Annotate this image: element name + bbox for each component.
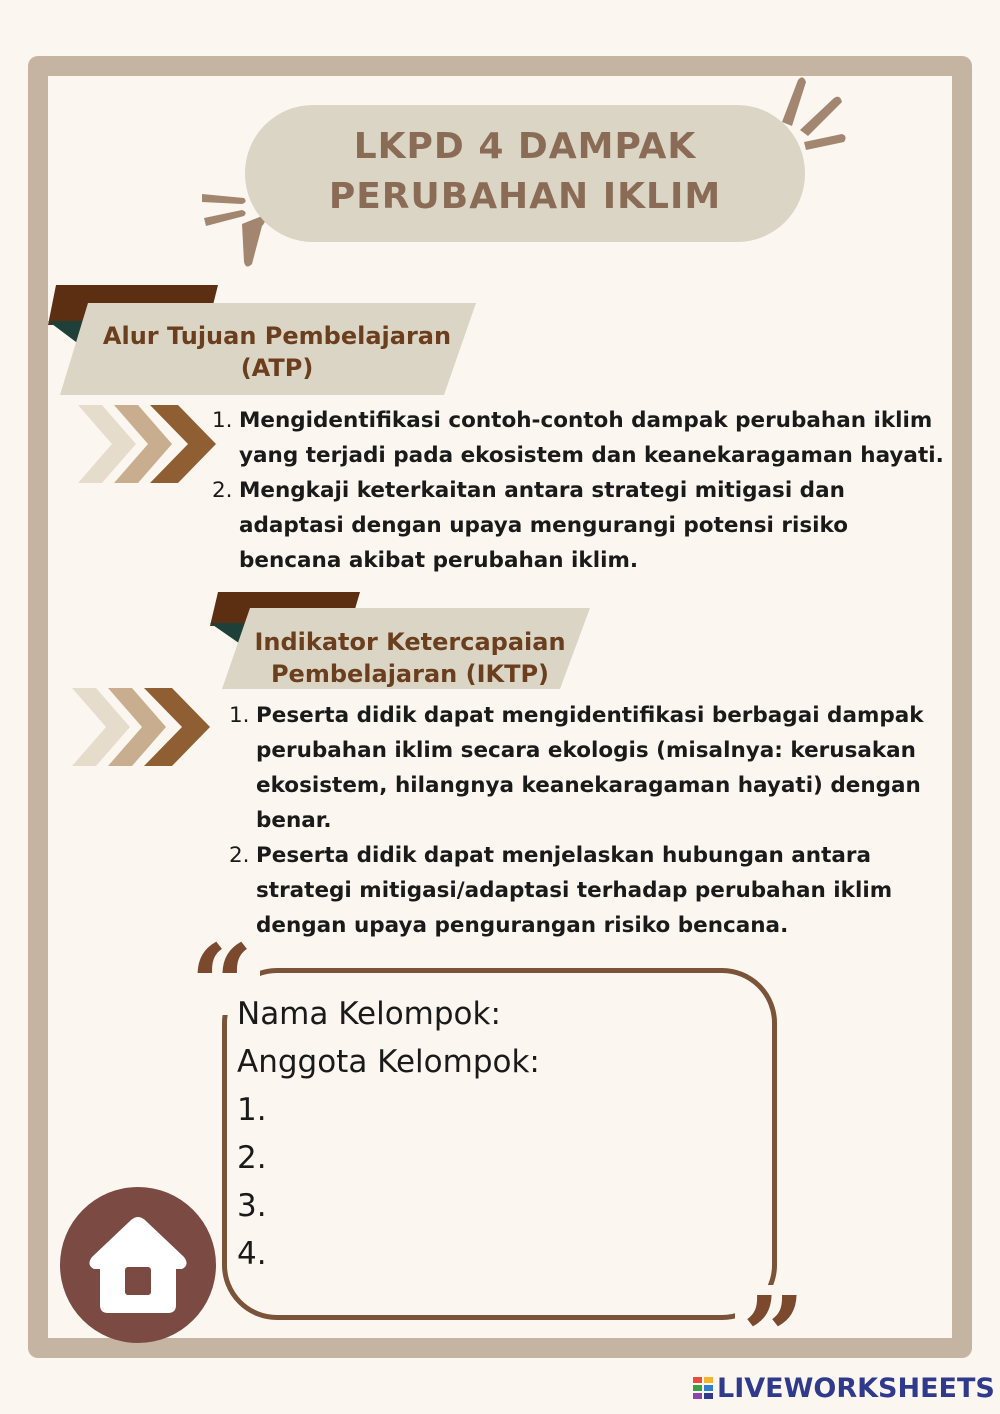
atp-heading-line-2: (ATP) xyxy=(240,354,314,382)
list-item-number: 2. xyxy=(229,843,250,868)
open-quote-mark: “ xyxy=(190,920,254,1049)
iktp-heading xyxy=(240,626,580,690)
atp-heading-line-1: Alur Tujuan Pembelajaran xyxy=(102,322,452,350)
page-title-line-2: PERUBAHAN IKLIM xyxy=(328,176,722,217)
member-line: 4. xyxy=(237,1236,267,1272)
house-icon xyxy=(60,1187,216,1343)
list-item-text: Mengkaji keterkaitan antara strategi mitigasi dan adaptasi dengan upaya mengurangi potensi risiko bencana akibat perubahan iklim. xyxy=(239,478,849,573)
atp-list xyxy=(212,403,952,578)
liveworksheets-logo-icon xyxy=(693,1377,713,1399)
iktp-heading-line-2: Pembelajaran (IKTP) xyxy=(270,660,550,688)
page-title xyxy=(245,122,805,222)
iktp-heading-line-1: Indikator Ketercapaian xyxy=(254,628,566,656)
atp-heading xyxy=(90,320,464,384)
iktp-list xyxy=(229,698,949,943)
list-item xyxy=(212,473,952,578)
list-item-number: 1. xyxy=(229,703,250,728)
list-item xyxy=(229,698,949,838)
list-item-text: Peserta didik dapat menjelaskan hubungan antara strategi mitigasi/adaptasi terhadap perubahan iklim dengan upaya pengurangan risiko bencana. xyxy=(256,843,893,938)
group-name-label: Nama Kelompok: xyxy=(237,996,501,1032)
member-line: 3. xyxy=(237,1188,267,1224)
member-line: 1. xyxy=(237,1092,267,1128)
member-line: 2. xyxy=(237,1140,267,1176)
atp-chevron-arrows xyxy=(78,405,218,483)
liveworksheets-brand xyxy=(693,1372,995,1404)
list-item-text: Peserta didik dapat mengidentifikasi berbagai dampak perubahan iklim secara ekologis (misalnya: kerusakan ekosistem, hilangnya keanekaragaman hayati) dengan benar. xyxy=(256,703,924,833)
group-info xyxy=(237,990,540,1278)
list-item-number: 2. xyxy=(212,478,233,503)
list-item-text: Mengidentifikasi contoh-contoh dampak perubahan iklim yang terjadi pada ekosistem dan keanekaragaman hayati. xyxy=(239,408,944,468)
home-button[interactable] xyxy=(60,1187,216,1343)
brand-name: LIVEWORKSHEETS xyxy=(717,1372,995,1404)
list-item-number: 1. xyxy=(212,408,233,433)
list-item xyxy=(229,838,949,943)
iktp-chevron-arrows xyxy=(72,688,212,766)
page-title-line-1: LKPD 4 DAMPAK xyxy=(353,126,697,167)
group-members-label: Anggota Kelompok: xyxy=(237,1044,540,1080)
close-quote-mark: ” xyxy=(742,1272,806,1401)
list-item xyxy=(212,403,952,473)
